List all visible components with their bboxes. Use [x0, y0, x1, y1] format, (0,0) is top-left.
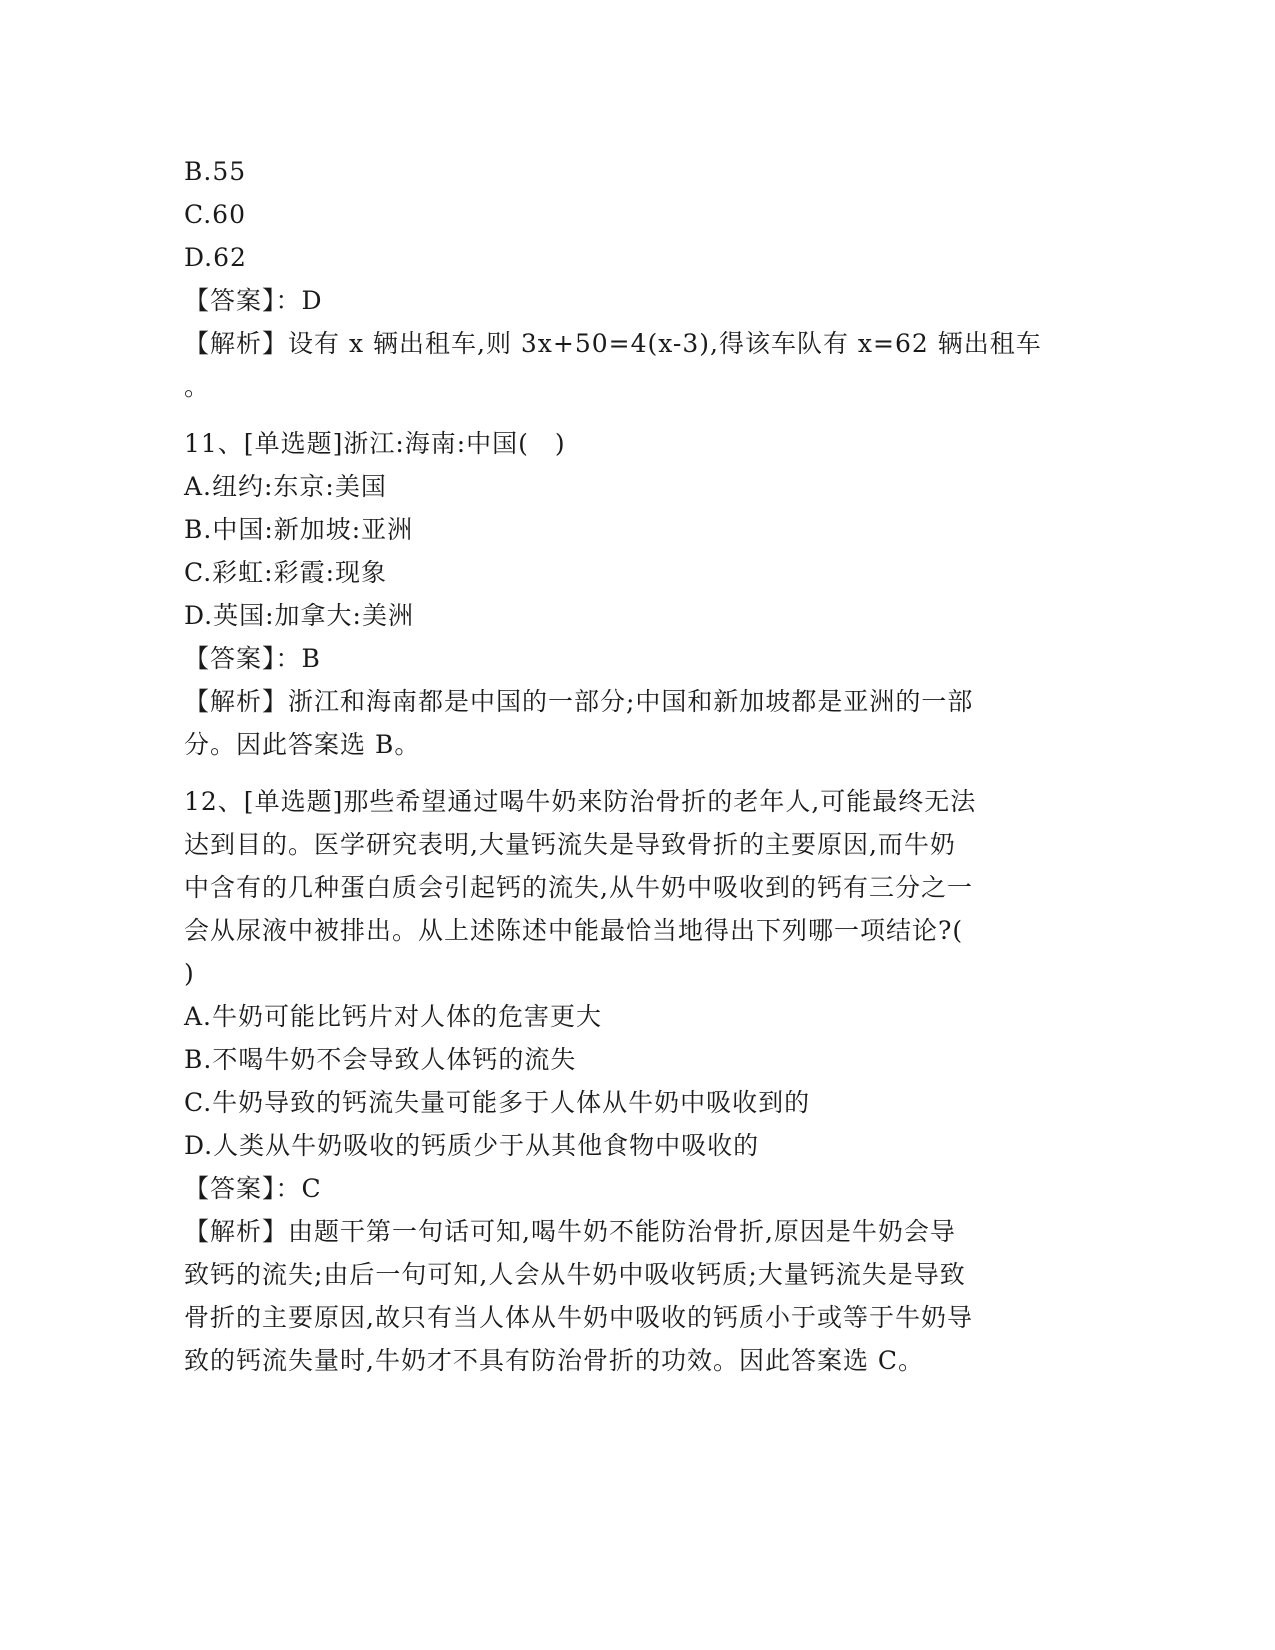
analysis-line: 分。因此答案选 B。 — [184, 730, 421, 759]
analysis-line: 【解析】浙江和海南都是中国的一部分;中国和新加坡都是亚洲的一部 — [184, 687, 974, 716]
analysis-line: 【解析】由题干第一句话可知,喝牛奶不能防治骨折,原因是牛奶会导 — [184, 1217, 956, 1246]
option-d: D.人类从牛奶吸收的钙质少于从其他食物中吸收的 — [184, 1131, 760, 1160]
option-c: C.60 — [184, 200, 246, 229]
question-10 — [184, 150, 1084, 408]
option-d: D.62 — [184, 243, 247, 272]
option-c: C.彩虹:彩霞:现象 — [184, 558, 388, 587]
option-a: A.牛奶可能比钙片对人体的危害更大 — [184, 1002, 603, 1031]
option-b: B.55 — [184, 157, 247, 186]
document-page — [184, 150, 1084, 1382]
analysis-line: 致钙的流失;由后一句可知,人会从牛奶中吸收钙质;大量钙流失是导致 — [184, 1260, 966, 1289]
option-c: C.牛奶导致的钙流失量可能多于人体从牛奶中吸收到的 — [184, 1088, 811, 1117]
question-11 — [184, 422, 1084, 766]
question-12 — [184, 780, 1084, 1382]
analysis-line: 致的钙流失量时,牛奶才不具有防治骨折的功效。因此答案选 C。 — [184, 1346, 925, 1375]
question-stem-line: 达到目的。医学研究表明,大量钙流失是导致骨折的主要原因,而牛奶 — [184, 830, 956, 859]
question-stem-line: ) — [184, 959, 195, 988]
question-stem-line: 会从尿液中被排出。从上述陈述中能最恰当地得出下列哪一项结论?( — [184, 916, 964, 945]
option-d: D.英国:加拿大:美洲 — [184, 601, 414, 630]
option-b: B.不喝牛奶不会导致人体钙的流失 — [184, 1045, 577, 1074]
answer-line: 【答案】：C — [184, 1174, 322, 1203]
analysis-line: 。 — [184, 372, 211, 401]
option-a: A.纽约:东京:美国 — [184, 472, 387, 501]
answer-line: 【答案】：D — [184, 286, 323, 315]
option-b: B.中国:新加坡:亚洲 — [184, 515, 414, 544]
question-stem-line: 中含有的几种蛋白质会引起钙的流失,从牛奶中吸收到的钙有三分之一 — [184, 873, 973, 902]
answer-line: 【答案】：B — [184, 644, 321, 673]
question-stem-line: 12、[单选题]那些希望通过喝牛奶来防治骨折的老年人,可能最终无法 — [184, 787, 977, 816]
question-stem: 11、[单选题]浙江:海南:中国( ) — [184, 429, 566, 458]
analysis-line: 骨折的主要原因,故只有当人体从牛奶中吸收的钙质小于或等于牛奶导 — [184, 1303, 973, 1332]
analysis-line: 【解析】设有 x 辆出租车,则 3x+50=4(x-3),得该车队有 x=62 辆出租车 — [184, 329, 1042, 358]
